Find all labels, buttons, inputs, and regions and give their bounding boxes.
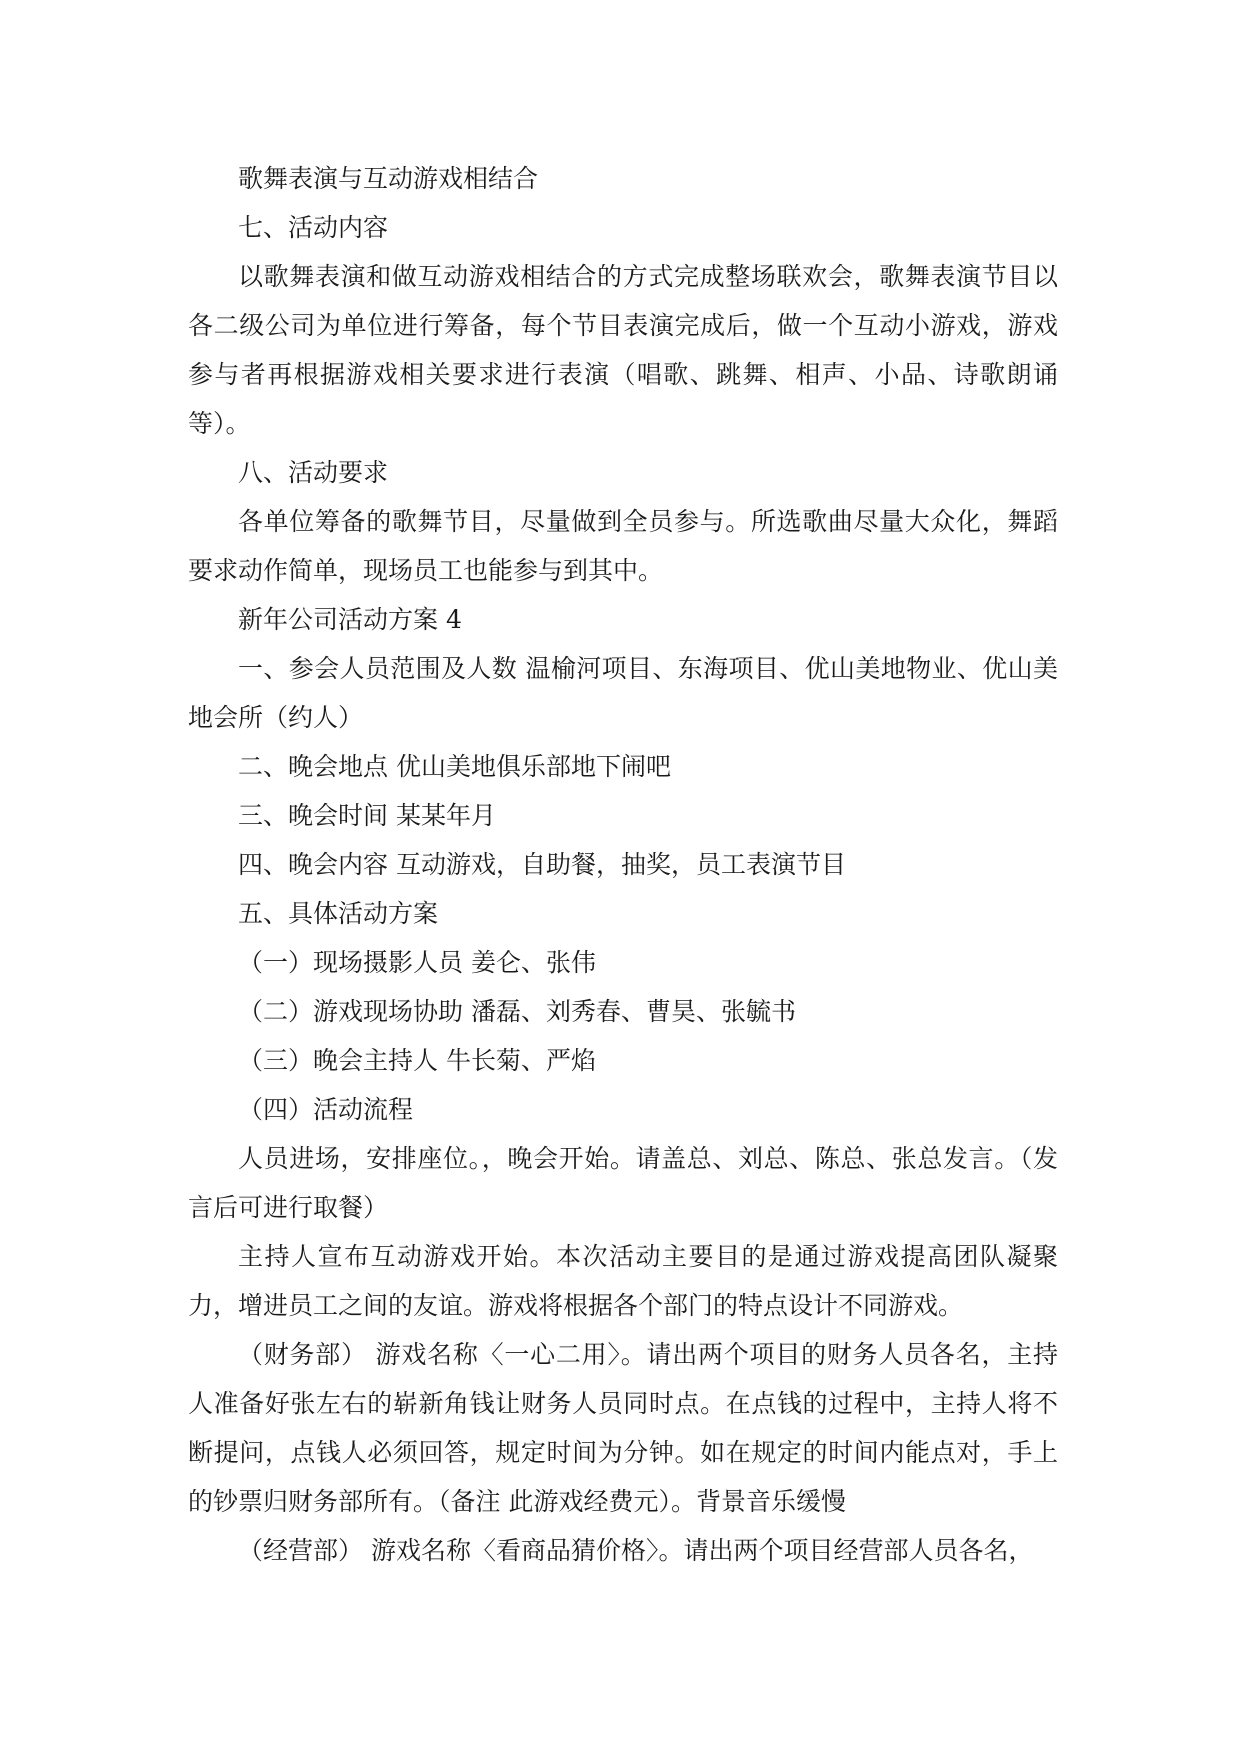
subsection-item: （四）活动流程 — [238, 1095, 414, 1124]
section-title: 新年公司活动方案 4 — [238, 605, 462, 634]
document-body — [188, 154, 1058, 1575]
paragraph: 歌舞表演与互动游戏相结合 — [238, 164, 539, 193]
subsection-item: （三）晚会主持人 牛长菊、严焰 — [238, 1046, 596, 1075]
paragraph: （经营部） 游戏名称〈看商品猜价格〉。请出两个项目经营部人员各名， — [238, 1536, 1034, 1565]
paragraph: 各单位筹备的歌舞节目，尽量做到全员参与。所选歌曲尽量大众化，舞蹈要求动作简单，现场员工也能参与到其中。 — [188, 507, 1058, 585]
section-heading: 五、具体活动方案 — [238, 899, 439, 928]
paragraph: （财务部） 游戏名称〈一心二用〉。请出两个项目的财务人员各名，主持人准备好张左右的崭新角钱让财务人员同时点。在点钱的过程中，主持人将不断提问，点钱人必须回答，规定时间为分钟。如在规定的时间内能点对，手上的钞票归财务部所有。（备注 此游戏经费元）。背景音乐缓慢 — [188, 1340, 1058, 1516]
paragraph: 一、参会人员范围及人数 温榆河项目、东海项目、优山美地物业、优山美地会所（约人） — [188, 654, 1058, 732]
paragraph: 三、晚会时间 某某年月 — [238, 801, 496, 830]
subsection-item: （一）现场摄影人员 姜仑、张伟 — [238, 948, 596, 977]
paragraph: 四、晚会内容 互动游戏，自助餐，抽奖，员工表演节目 — [238, 850, 846, 879]
paragraph: 以歌舞表演和做互动游戏相结合的方式完成整场联欢会，歌舞表演节目以各二级公司为单位进行筹备，每个节目表演完成后，做一个互动小游戏，游戏参与者再根据游戏相关要求进行表演（唱歌、跳舞、相声、小品、诗歌朗诵等）。 — [188, 262, 1058, 438]
paragraph: 人员进场，安排座位。，晚会开始。请盖总、刘总、陈总、张总发言。（发言后可进行取餐） — [188, 1144, 1058, 1222]
section-heading: 八、活动要求 — [238, 458, 389, 487]
paragraph: 主持人宣布互动游戏开始。本次活动主要目的是通过游戏提高团队凝聚力，增进员工之间的友谊。游戏将根据各个部门的特点设计不同游戏。 — [188, 1242, 1058, 1320]
paragraph: 二、晚会地点 优山美地俱乐部地下闹吧 — [238, 752, 671, 781]
section-heading: 七、活动内容 — [238, 213, 389, 242]
subsection-item: （二）游戏现场协助 潘磊、刘秀春、曹昊、张毓书 — [238, 997, 796, 1026]
